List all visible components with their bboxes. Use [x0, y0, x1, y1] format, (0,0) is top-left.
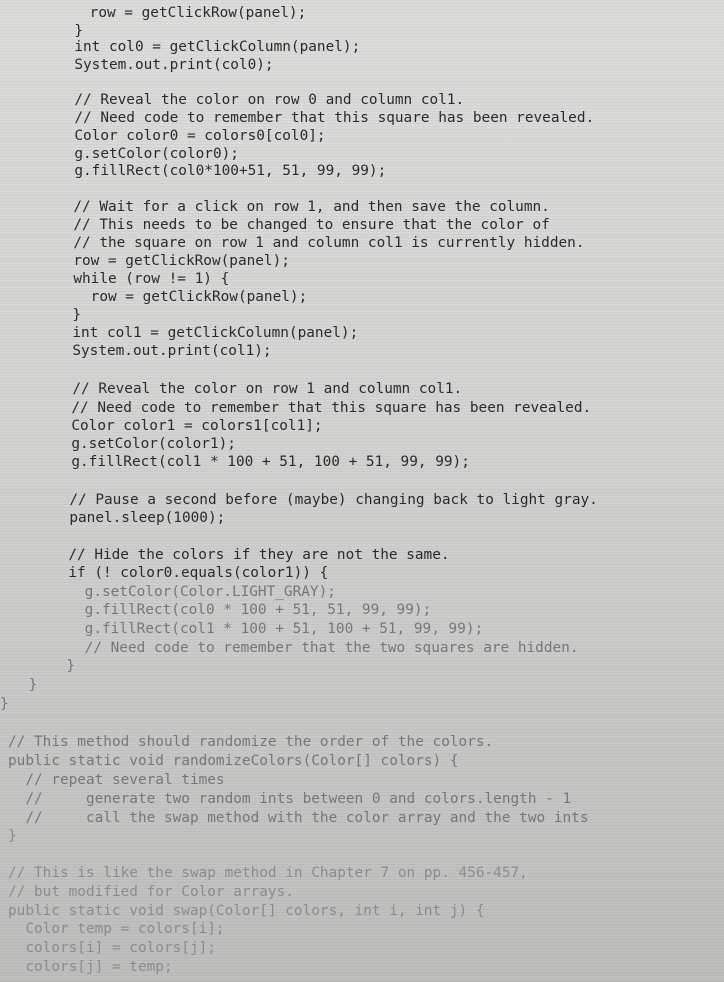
code-line: // Pause a second before (maybe) changing back to light gray. — [52, 492, 598, 508]
code-line: row = getClickRow(panel); — [55, 5, 307, 21]
code-line: System.out.print(col0); — [57, 57, 274, 73]
code-line: g.fillRect(col0 * 100 + 51, 51, 99, 99); — [50, 602, 432, 618]
code-line: // the square on row 1 and column col1 is currently hidden. — [56, 235, 585, 251]
code-line: if (! color0.equals(color1)) { — [51, 565, 329, 581]
code-line: // Reveal the color on row 1 and column col1. — [55, 381, 463, 397]
code-line: } — [0, 696, 9, 712]
code-line: } — [20, 677, 38, 693]
code-line: while (row != 1) { — [56, 271, 230, 287]
code-line: // This method should randomize the order of the colors. — [8, 734, 494, 750]
code-line: row = getClickRow(panel); — [56, 289, 308, 305]
code-line: g.fillRect(col1 * 100 + 51, 100 + 51, 99, 99); — [50, 621, 484, 637]
code-line: // Hide the colors if they are not the same. — [51, 547, 450, 563]
code-line: System.out.print(col1); — [55, 343, 272, 359]
code-line: int col1 = getClickColumn(panel); — [55, 325, 359, 341]
code-line: } — [8, 828, 17, 844]
code-line: panel.sleep(1000); — [52, 510, 226, 526]
code-line: g.setColor(Color.LIGHT_GRAY); — [50, 584, 336, 600]
code-line: } — [55, 307, 81, 323]
code-line: public static void randomizeColors(Color[] colors) { — [8, 753, 459, 769]
code-line: } — [49, 658, 75, 674]
code-line: } — [57, 23, 83, 39]
code-line: colors[j] = temp; — [8, 959, 173, 975]
code-line: Color temp = colors[i]; — [8, 921, 225, 937]
code-line: colors[i] = colors[j]; — [8, 940, 216, 956]
code-line: // Need code to remember that this square has been revealed. — [54, 400, 592, 416]
code-line: // but modified for Color arrays. — [8, 884, 294, 900]
code-line: g.setColor(color1); — [54, 436, 236, 452]
code-line: int col0 = getClickColumn(panel); — [57, 39, 361, 55]
code-line: // call the swap method with the color array and the two ints — [8, 810, 589, 826]
code-line: g.setColor(color0); — [57, 146, 239, 162]
code-line: g.fillRect(col0*100+51, 51, 99, 99); — [57, 163, 387, 179]
code-line: g.fillRect(col1 * 100 + 51, 100 + 51, 99, 99); — [54, 454, 470, 470]
code-line: // Need code to remember that the two squares are hidden. — [50, 640, 579, 656]
code-line: // generate two random ints between 0 and colors.length - 1 — [8, 791, 572, 807]
code-line: // This needs to be changed to ensure that the color of — [56, 217, 550, 233]
code-line: // Need code to remember that this square has been revealed. — [57, 110, 595, 126]
code-line: public static void swap(Color[] colors, int i, int j) { — [8, 903, 485, 919]
code-line: Color color0 = colors0[col0]; — [57, 128, 326, 144]
code-line: row = getClickRow(panel); — [56, 253, 290, 269]
code-line: // repeat several times — [8, 772, 225, 788]
code-line: // This is like the swap method in Chapter 7 on pp. 456-457, — [8, 865, 528, 881]
code-line: Color color1 = colors1[col1]; — [54, 418, 323, 434]
code-line: // Reveal the color on row 0 and column col1. — [57, 92, 465, 108]
code-line: // Wait for a click on row 1, and then save the column. — [56, 199, 550, 215]
